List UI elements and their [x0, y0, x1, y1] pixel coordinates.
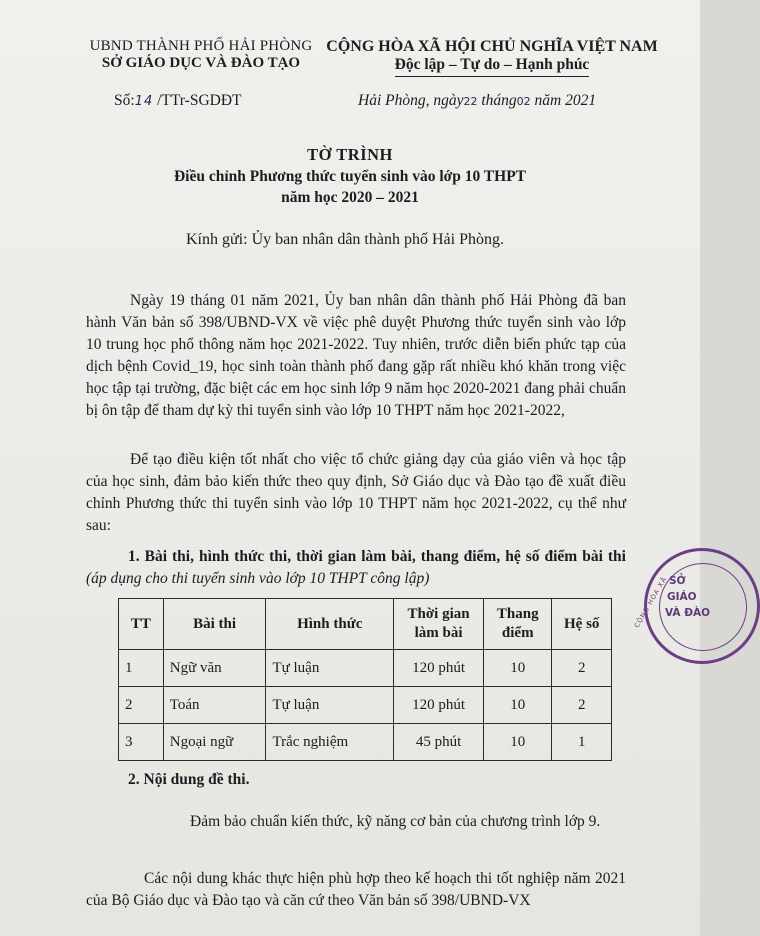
date-month: 02 — [516, 95, 531, 108]
table-header-row — [119, 599, 612, 650]
section-1-note: (áp dụng cho thi tuyển sinh vào lớp 10 THPT công lập) — [86, 570, 430, 587]
header-scale: Thang điểm — [484, 599, 552, 650]
cell-coefficient: 2 — [552, 687, 612, 724]
issuing-agency — [86, 38, 316, 72]
date-month-label: tháng — [481, 92, 517, 109]
date-day: 22 — [463, 95, 478, 108]
doc-number-handwritten: 14 — [134, 94, 154, 109]
cell-tt: 2 — [119, 687, 164, 724]
seal-text-line3: VÀ ĐÀO — [665, 607, 711, 619]
nation-title: CỘNG HÒA XÃ HỘI CHỦ NGHĨA VIỆT NAM — [326, 38, 658, 55]
paragraph-proposal: Để tạo điều kiện tốt nhất cho việc tổ chức giảng dạy của giáo viên và học tập của học sinh, đảm bảo kiến thức theo quy định, Sở Giáo dục và Đào tạo đề xuất điều chỉnh Phương thức thi tuyển sinh vào lớp 10 THPT năm học 2021-2022, cụ thể như sau: — [86, 451, 626, 534]
cell-duration: 120 phút — [394, 650, 484, 687]
cell-tt: 1 — [119, 650, 164, 687]
title-year: năm học 2020 – 2021 — [281, 189, 419, 206]
seal-text-line1: SỞ — [669, 575, 686, 587]
document-number — [114, 92, 242, 110]
section-2-text: Đảm bảo chuẩn kiến thức, kỹ năng cơ bản của chương trình lớp 9. — [190, 813, 601, 830]
cell-format: Tự luận — [266, 687, 394, 724]
table-row — [119, 687, 612, 724]
cell-coefficient: 2 — [552, 650, 612, 687]
recipient: Kính gửi: Ủy ban nhân dân thành phố Hải Phòng. — [186, 231, 504, 248]
cell-format: Tự luận — [266, 650, 394, 687]
section-1-title: 1. Bài thi, hình thức thi, thời gian làm bài, thang điểm, hệ số điểm bài thi — [128, 548, 626, 565]
cell-duration: 120 phút — [394, 687, 484, 724]
doc-number-suffix: /TTr-SGDĐT — [157, 92, 242, 109]
header-tt: TT — [119, 599, 164, 650]
section-1-heading — [86, 546, 626, 590]
cell-subject: Toán — [163, 687, 266, 724]
agency-top: UBND THÀNH PHỐ HẢI PHÒNG — [89, 38, 313, 54]
document-date — [358, 92, 596, 110]
table-row — [119, 724, 612, 761]
date-place: Hải Phòng, ngày — [358, 92, 464, 109]
national-motto: Độc lập – Tự do – Hạnh phúc — [395, 56, 590, 77]
title-subject: Điều chỉnh Phương thức tuyển sinh vào lớp 10 THPT — [173, 168, 527, 185]
agency-name: SỞ GIÁO DỤC VÀ ĐÀO TẠO — [101, 55, 301, 71]
official-seal — [632, 548, 760, 664]
header-coefficient: Hệ số — [552, 599, 612, 650]
table-row — [119, 650, 612, 687]
exam-table — [118, 598, 612, 761]
cell-coefficient: 1 — [552, 724, 612, 761]
header-format: Hình thức — [266, 599, 394, 650]
seal-arc-text: CỘNG HÒA XÃ — [632, 575, 669, 630]
header-subject: Bài thi — [163, 599, 266, 650]
header-duration: Thời gian làm bài — [394, 599, 484, 650]
cell-scale: 10 — [484, 650, 552, 687]
national-header — [322, 38, 662, 77]
paragraph-other-content: Các nội dung khác thực hiện phù hợp theo kế hoạch thi tốt nghiệp năm 2021 của Bộ Giáo dục và Đào tạo và căn cứ theo Văn bản số 398/UBND-VX — [86, 870, 626, 909]
document-title — [120, 145, 580, 207]
paragraph-background: Ngày 19 tháng 01 năm 2021, Ủy ban nhân dân thành phố Hải Phòng đã ban hành Văn bản số 398/UBND-VX về việc phê duyệt Phương thức tuyển sinh vào lớp 10 trung học phổ thông năm học 2021-2022. Tuy nhiên, trước diễn biến phức tạp của dịch bệnh Covid_19, học sinh toàn thành phố đang gặp rất nhiều khó khăn trong việc học tập tại trường, đặc biệt các em học sinh lớp 9 năm học 2020-2021 đang phải chuẩn bị ôn tập để tham dự kỳ thi tuyển sinh vào lớp 10 THPT năm học 2021-2022, — [86, 292, 626, 419]
seal-text-line2: GIÁO — [667, 591, 697, 603]
cell-scale: 10 — [484, 687, 552, 724]
cell-subject: Ngữ văn — [163, 650, 266, 687]
cell-duration: 45 phút — [394, 724, 484, 761]
cell-scale: 10 — [484, 724, 552, 761]
cell-tt: 3 — [119, 724, 164, 761]
date-year: năm 2021 — [534, 92, 597, 109]
cell-subject: Ngoại ngữ — [163, 724, 266, 761]
doc-number-prefix: Số: — [114, 92, 135, 109]
title-type: TỜ TRÌNH — [307, 145, 393, 164]
cell-format: Trắc nghiệm — [266, 724, 394, 761]
section-2-heading: 2. Nội dung đề thi. — [128, 771, 250, 788]
